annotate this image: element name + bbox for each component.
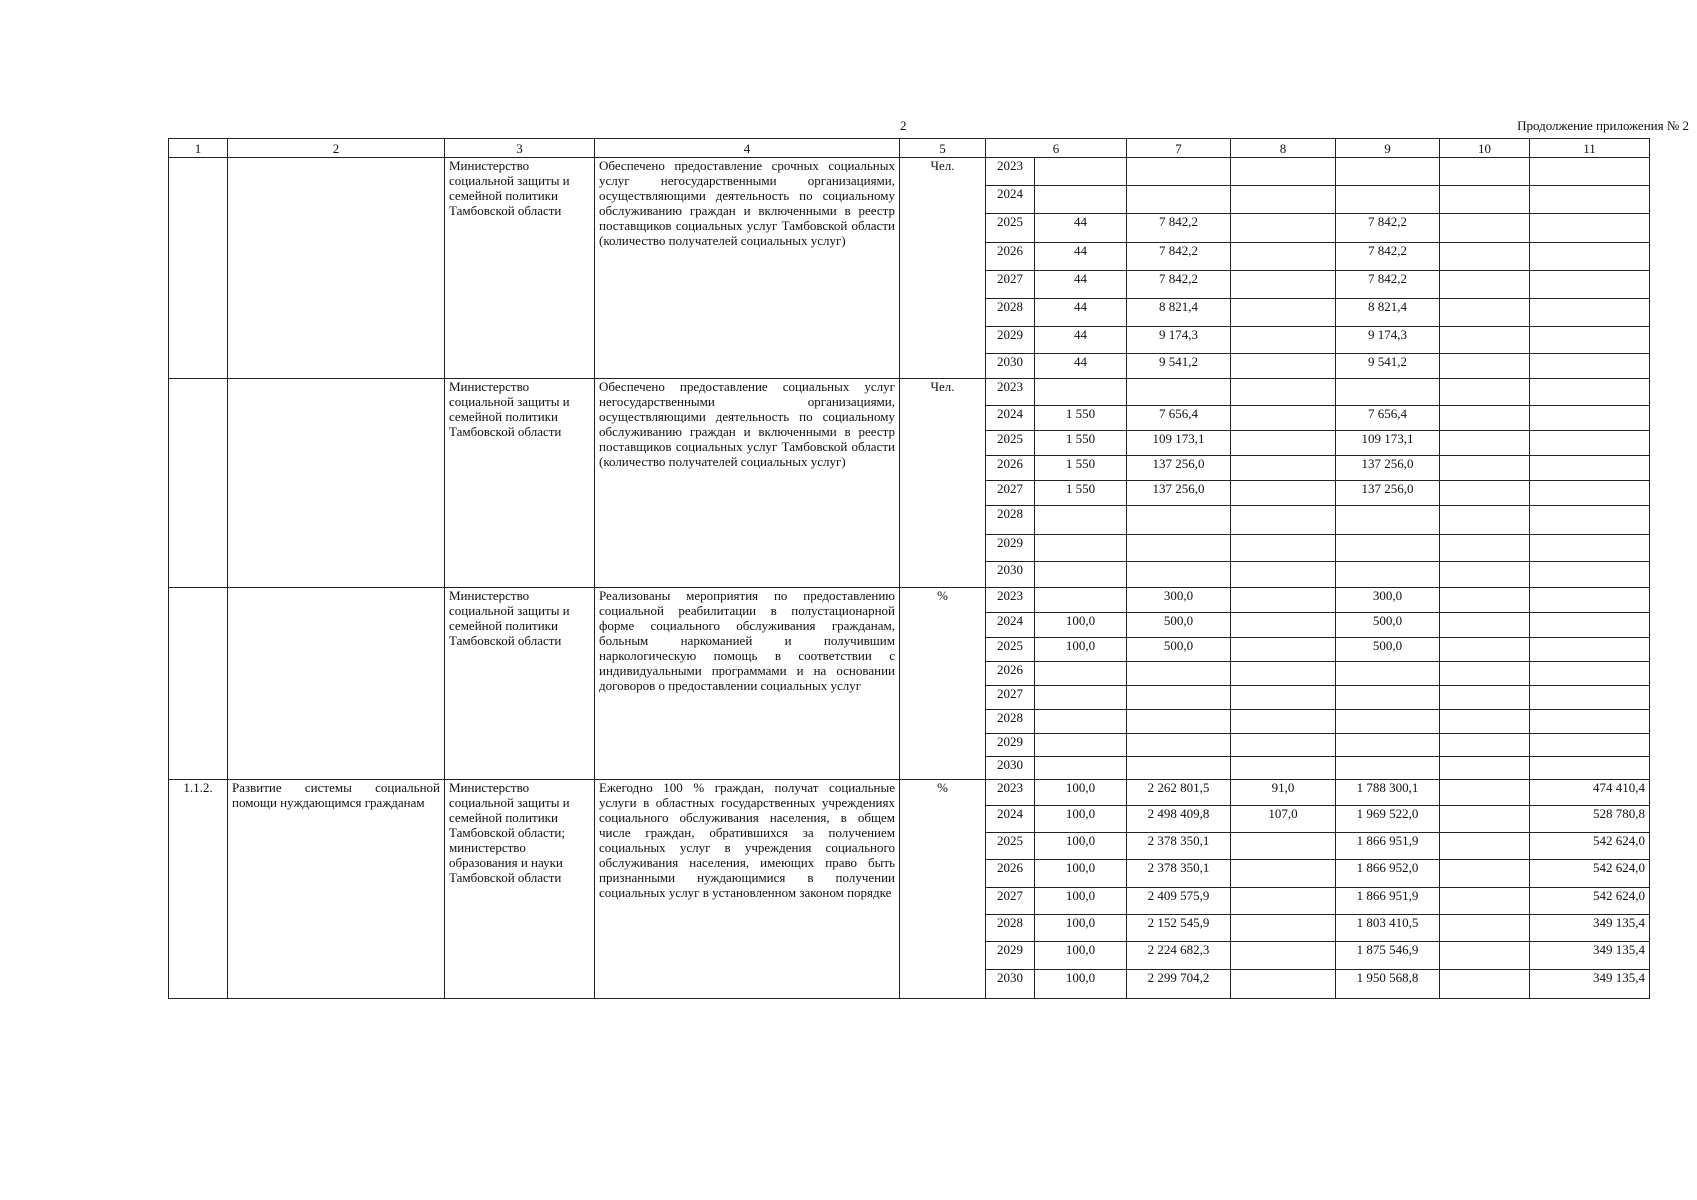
col11-cell — [1530, 734, 1650, 757]
year-cell: 2026 — [986, 860, 1035, 888]
item-name — [228, 158, 445, 379]
col9-cell: 137 256,0 — [1336, 481, 1440, 506]
item-code — [169, 588, 228, 780]
col10-cell — [1440, 662, 1530, 686]
col8-cell — [1231, 186, 1336, 214]
col10-cell — [1440, 186, 1530, 214]
col9-cell — [1336, 186, 1440, 214]
col10-cell — [1440, 327, 1530, 354]
col6-cell — [1035, 535, 1127, 562]
col10-cell — [1440, 638, 1530, 662]
col9-cell: 8 821,4 — [1336, 299, 1440, 327]
col6-cell: 100,0 — [1035, 970, 1127, 999]
col7-cell: 2 152 545,9 — [1127, 915, 1231, 942]
col7-cell: 7 656,4 — [1127, 406, 1231, 431]
continuation-note: Продолжение приложения № 2 — [1517, 118, 1689, 133]
col10-cell — [1440, 431, 1530, 456]
col8-cell — [1231, 638, 1336, 662]
year-cell: 2025 — [986, 833, 1035, 860]
col7-cell: 2 262 801,5 — [1127, 780, 1231, 806]
item-name — [228, 379, 445, 588]
year-cell: 2027 — [986, 888, 1035, 915]
col6-cell: 44 — [1035, 214, 1127, 243]
col9-cell: 9 541,2 — [1336, 354, 1440, 379]
col10-cell — [1440, 888, 1530, 915]
col6-cell: 100,0 — [1035, 888, 1127, 915]
unit-cell: Чел. — [900, 379, 986, 588]
table-row — [169, 780, 1650, 806]
col10-cell — [1440, 686, 1530, 710]
year-cell: 2030 — [986, 354, 1035, 379]
col8-cell — [1231, 734, 1336, 757]
col6-cell — [1035, 186, 1127, 214]
col11-cell — [1530, 588, 1650, 613]
col6-cell: 44 — [1035, 354, 1127, 379]
col10-cell — [1440, 535, 1530, 562]
col6-cell — [1035, 379, 1127, 406]
column-number: 3 — [445, 139, 595, 158]
col9-cell — [1336, 562, 1440, 588]
col6-cell — [1035, 710, 1127, 734]
col9-cell: 7 842,2 — [1336, 271, 1440, 299]
col11-cell — [1530, 186, 1650, 214]
year-cell: 2030 — [986, 970, 1035, 999]
year-cell: 2028 — [986, 915, 1035, 942]
col6-cell: 100,0 — [1035, 613, 1127, 638]
col11-cell — [1530, 757, 1650, 780]
col10-cell — [1440, 860, 1530, 888]
item-name: Развитие системы социальной помощи нуждающимся гражданам — [228, 780, 445, 999]
col9-cell — [1336, 686, 1440, 710]
col9-cell: 1 950 568,8 — [1336, 970, 1440, 999]
col9-cell: 1 866 952,0 — [1336, 860, 1440, 888]
col6-cell — [1035, 757, 1127, 780]
col7-cell — [1127, 186, 1231, 214]
col6-cell: 100,0 — [1035, 806, 1127, 833]
year-cell: 2023 — [986, 379, 1035, 406]
col11-cell — [1530, 243, 1650, 271]
col8-cell — [1231, 158, 1336, 186]
col7-cell: 2 299 704,2 — [1127, 970, 1231, 999]
col6-cell — [1035, 588, 1127, 613]
year-cell: 2029 — [986, 535, 1035, 562]
column-number: 10 — [1440, 139, 1530, 158]
col6-cell — [1035, 734, 1127, 757]
col6-cell: 1 550 — [1035, 456, 1127, 481]
col11-cell — [1530, 299, 1650, 327]
table-row — [169, 588, 1650, 613]
year-cell: 2026 — [986, 243, 1035, 271]
column-number: 7 — [1127, 139, 1231, 158]
column-number: 8 — [1231, 139, 1336, 158]
col7-cell — [1127, 379, 1231, 406]
column-number: 1 — [169, 139, 228, 158]
col7-cell: 9 541,2 — [1127, 354, 1231, 379]
col10-cell — [1440, 734, 1530, 757]
col10-cell — [1440, 379, 1530, 406]
col7-cell: 137 256,0 — [1127, 456, 1231, 481]
col7-cell: 300,0 — [1127, 588, 1231, 613]
year-cell: 2027 — [986, 271, 1035, 299]
col8-cell — [1231, 406, 1336, 431]
col8-cell: 107,0 — [1231, 806, 1336, 833]
col7-cell: 2 378 350,1 — [1127, 833, 1231, 860]
col11-cell — [1530, 327, 1650, 354]
table-row — [169, 158, 1650, 186]
col9-cell — [1336, 710, 1440, 734]
col11-cell: 474 410,4 — [1530, 780, 1650, 806]
col9-cell: 1 788 300,1 — [1336, 780, 1440, 806]
col10-cell — [1440, 588, 1530, 613]
year-cell: 2024 — [986, 806, 1035, 833]
col9-cell — [1336, 158, 1440, 186]
program-table — [168, 138, 1650, 999]
col10-cell — [1440, 506, 1530, 535]
col6-cell: 44 — [1035, 299, 1127, 327]
col9-cell — [1336, 535, 1440, 562]
col6-cell — [1035, 686, 1127, 710]
col8-cell — [1231, 379, 1336, 406]
result-cell: Обеспечено предоставление социальных услуг негосударственными организациями, осуществляющими деятельность по социальному обслуживанию граждан и включенными в реестр поставщиков социальных услуг Тамбовской области (количество получателей социальных услуг) — [595, 379, 900, 588]
item-name — [228, 588, 445, 780]
col11-cell: 542 624,0 — [1530, 888, 1650, 915]
unit-cell: Чел. — [900, 158, 986, 379]
result-cell: Ежегодно 100 % граждан, получат социальные услуги в областных государственных учреждениях социального обслуживания населения, в общем числе граждан, обратившихся за получением социальных услуг в учреждения социального обслуживания населения, имеющих право быть признанными нуждающимися в получении социальных услуг в установленном законом порядке — [595, 780, 900, 999]
col10-cell — [1440, 456, 1530, 481]
unit-cell: % — [900, 780, 986, 999]
col8-cell — [1231, 299, 1336, 327]
col9-cell: 137 256,0 — [1336, 456, 1440, 481]
year-cell: 2026 — [986, 456, 1035, 481]
col6-cell — [1035, 158, 1127, 186]
col8-cell — [1231, 662, 1336, 686]
col10-cell — [1440, 915, 1530, 942]
year-cell: 2028 — [986, 506, 1035, 535]
col7-cell: 9 174,3 — [1127, 327, 1231, 354]
col7-cell: 2 378 350,1 — [1127, 860, 1231, 888]
col10-cell — [1440, 271, 1530, 299]
col9-cell — [1336, 506, 1440, 535]
col7-cell: 2 409 575,9 — [1127, 888, 1231, 915]
col7-cell: 500,0 — [1127, 613, 1231, 638]
col10-cell — [1440, 806, 1530, 833]
col10-cell — [1440, 942, 1530, 970]
col11-cell — [1530, 158, 1650, 186]
col8-cell — [1231, 833, 1336, 860]
col7-cell — [1127, 535, 1231, 562]
year-cell: 2024 — [986, 613, 1035, 638]
year-cell: 2026 — [986, 662, 1035, 686]
col11-cell — [1530, 562, 1650, 588]
col10-cell — [1440, 158, 1530, 186]
col10-cell — [1440, 243, 1530, 271]
col10-cell — [1440, 833, 1530, 860]
column-number-row — [169, 139, 1650, 158]
col6-cell: 100,0 — [1035, 915, 1127, 942]
col8-cell — [1231, 562, 1336, 588]
col11-cell — [1530, 431, 1650, 456]
col10-cell — [1440, 481, 1530, 506]
col11-cell — [1530, 214, 1650, 243]
col9-cell — [1336, 662, 1440, 686]
executor-cell: Министерство социальной защиты и семейной политики Тамбовской области — [445, 158, 595, 379]
col11-cell — [1530, 638, 1650, 662]
col11-cell — [1530, 613, 1650, 638]
table-body — [169, 158, 1650, 999]
column-number: 6 — [986, 139, 1127, 158]
year-cell: 2023 — [986, 780, 1035, 806]
item-code — [169, 158, 228, 379]
col7-cell — [1127, 734, 1231, 757]
col11-cell: 349 135,4 — [1530, 970, 1650, 999]
year-cell: 2025 — [986, 431, 1035, 456]
col7-cell: 7 842,2 — [1127, 243, 1231, 271]
col11-cell: 349 135,4 — [1530, 915, 1650, 942]
col8-cell — [1231, 481, 1336, 506]
year-cell: 2030 — [986, 562, 1035, 588]
year-cell: 2027 — [986, 481, 1035, 506]
year-cell: 2030 — [986, 757, 1035, 780]
col8-cell — [1231, 686, 1336, 710]
col11-cell: 542 624,0 — [1530, 833, 1650, 860]
col7-cell — [1127, 757, 1231, 780]
col9-cell: 500,0 — [1336, 613, 1440, 638]
col10-cell — [1440, 562, 1530, 588]
year-cell: 2028 — [986, 710, 1035, 734]
col11-cell — [1530, 481, 1650, 506]
item-code — [169, 379, 228, 588]
col10-cell — [1440, 406, 1530, 431]
year-cell: 2025 — [986, 638, 1035, 662]
col11-cell — [1530, 686, 1650, 710]
unit-cell: % — [900, 588, 986, 780]
col6-cell: 1 550 — [1035, 431, 1127, 456]
col6-cell — [1035, 562, 1127, 588]
col9-cell: 1 866 951,9 — [1336, 833, 1440, 860]
page-number: 2 — [900, 118, 907, 133]
col9-cell: 9 174,3 — [1336, 327, 1440, 354]
column-number: 11 — [1530, 139, 1650, 158]
col8-cell — [1231, 888, 1336, 915]
year-cell: 2023 — [986, 588, 1035, 613]
col10-cell — [1440, 214, 1530, 243]
col6-cell: 100,0 — [1035, 860, 1127, 888]
col9-cell: 7 656,4 — [1336, 406, 1440, 431]
col7-cell: 2 224 682,3 — [1127, 942, 1231, 970]
item-code: 1.1.2. — [169, 780, 228, 999]
col8-cell — [1231, 506, 1336, 535]
col11-cell — [1530, 354, 1650, 379]
executor-cell: Министерство социальной защиты и семейной политики Тамбовской области; министерство образования и науки Тамбовской области — [445, 780, 595, 999]
col7-cell — [1127, 506, 1231, 535]
col9-cell — [1336, 379, 1440, 406]
col9-cell: 1 875 546,9 — [1336, 942, 1440, 970]
col11-cell — [1530, 456, 1650, 481]
col9-cell: 7 842,2 — [1336, 214, 1440, 243]
col8-cell — [1231, 860, 1336, 888]
col8-cell — [1231, 456, 1336, 481]
col11-cell: 349 135,4 — [1530, 942, 1650, 970]
executor-cell: Министерство социальной защиты и семейной политики Тамбовской области — [445, 588, 595, 780]
year-cell: 2028 — [986, 299, 1035, 327]
col10-cell — [1440, 970, 1530, 999]
table-row — [169, 379, 1650, 406]
year-cell: 2023 — [986, 158, 1035, 186]
col7-cell: 8 821,4 — [1127, 299, 1231, 327]
col7-cell: 109 173,1 — [1127, 431, 1231, 456]
year-cell: 2027 — [986, 686, 1035, 710]
col9-cell: 7 842,2 — [1336, 243, 1440, 271]
col8-cell — [1231, 243, 1336, 271]
col7-cell: 7 842,2 — [1127, 214, 1231, 243]
col10-cell — [1440, 299, 1530, 327]
col11-cell: 542 624,0 — [1530, 860, 1650, 888]
result-cell: Обеспечено предоставление срочных социальных услуг негосударственными организациями, осуществляющими деятельность по социальному обслуживанию граждан и включенными в реестр поставщиков социальных услуг Тамбовской области (количество получателей социальных услуг) — [595, 158, 900, 379]
col7-cell: 137 256,0 — [1127, 481, 1231, 506]
col8-cell — [1231, 271, 1336, 299]
col9-cell: 300,0 — [1336, 588, 1440, 613]
col6-cell: 100,0 — [1035, 638, 1127, 662]
col7-cell — [1127, 686, 1231, 710]
col6-cell: 44 — [1035, 243, 1127, 271]
column-number: 5 — [900, 139, 986, 158]
col9-cell: 500,0 — [1336, 638, 1440, 662]
col11-cell: 528 780,8 — [1530, 806, 1650, 833]
col10-cell — [1440, 710, 1530, 734]
col7-cell — [1127, 158, 1231, 186]
col6-cell — [1035, 506, 1127, 535]
col11-cell — [1530, 535, 1650, 562]
col6-cell: 100,0 — [1035, 833, 1127, 860]
col11-cell — [1530, 506, 1650, 535]
col8-cell — [1231, 710, 1336, 734]
col10-cell — [1440, 613, 1530, 638]
col11-cell — [1530, 271, 1650, 299]
year-cell: 2024 — [986, 406, 1035, 431]
col8-cell — [1231, 214, 1336, 243]
col8-cell — [1231, 970, 1336, 999]
col8-cell — [1231, 757, 1336, 780]
executor-cell: Министерство социальной защиты и семейной политики Тамбовской области — [445, 379, 595, 588]
year-cell: 2029 — [986, 327, 1035, 354]
col11-cell — [1530, 710, 1650, 734]
col9-cell — [1336, 757, 1440, 780]
col8-cell — [1231, 431, 1336, 456]
col9-cell: 1 969 522,0 — [1336, 806, 1440, 833]
col7-cell: 500,0 — [1127, 638, 1231, 662]
col6-cell: 1 550 — [1035, 481, 1127, 506]
col8-cell — [1231, 915, 1336, 942]
col11-cell — [1530, 406, 1650, 431]
result-cell: Реализованы мероприятия по предоставлению социальной реабилитации в полустационарной форме социального обслуживания гражданам, больным наркоманией и получившим наркологическую помощь в соответствии с индивидуальными программами и на основании договоров о предоставлении социальных услуг — [595, 588, 900, 780]
year-cell: 2029 — [986, 734, 1035, 757]
year-cell: 2025 — [986, 214, 1035, 243]
col6-cell: 1 550 — [1035, 406, 1127, 431]
col7-cell: 7 842,2 — [1127, 271, 1231, 299]
col11-cell — [1530, 662, 1650, 686]
col8-cell — [1231, 588, 1336, 613]
column-number: 2 — [228, 139, 445, 158]
col8-cell — [1231, 613, 1336, 638]
year-cell: 2024 — [986, 186, 1035, 214]
col6-cell: 100,0 — [1035, 780, 1127, 806]
col9-cell: 1 866 951,9 — [1336, 888, 1440, 915]
col7-cell: 2 498 409,8 — [1127, 806, 1231, 833]
col11-cell — [1530, 379, 1650, 406]
col8-cell — [1231, 327, 1336, 354]
col7-cell — [1127, 562, 1231, 588]
col6-cell: 44 — [1035, 327, 1127, 354]
col10-cell — [1440, 780, 1530, 806]
col8-cell — [1231, 535, 1336, 562]
col9-cell: 1 803 410,5 — [1336, 915, 1440, 942]
col10-cell — [1440, 354, 1530, 379]
col8-cell — [1231, 354, 1336, 379]
year-cell: 2029 — [986, 942, 1035, 970]
col6-cell — [1035, 662, 1127, 686]
col6-cell: 44 — [1035, 271, 1127, 299]
col8-cell: 91,0 — [1231, 780, 1336, 806]
col7-cell — [1127, 710, 1231, 734]
col9-cell — [1336, 734, 1440, 757]
col6-cell: 100,0 — [1035, 942, 1127, 970]
column-number: 4 — [595, 139, 900, 158]
col7-cell — [1127, 662, 1231, 686]
col9-cell: 109 173,1 — [1336, 431, 1440, 456]
col8-cell — [1231, 942, 1336, 970]
col10-cell — [1440, 757, 1530, 780]
column-number: 9 — [1336, 139, 1440, 158]
